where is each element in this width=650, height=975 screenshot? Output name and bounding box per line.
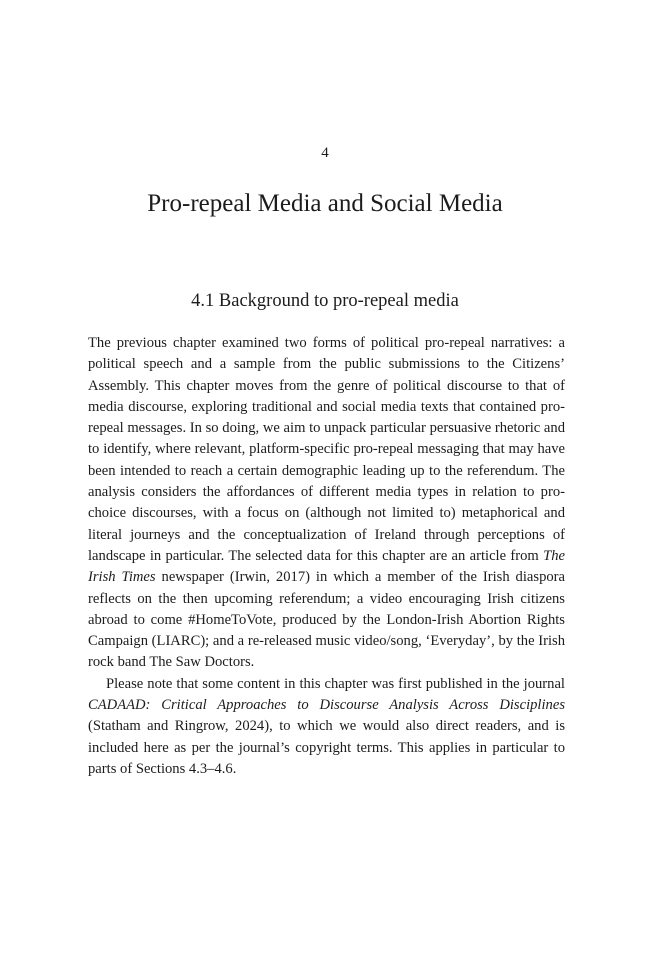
paragraph-2-text-a: Please note that some content in this chapter was first published in the journal	[106, 675, 565, 692]
body-text	[88, 333, 565, 780]
chapter-number: 4	[321, 145, 329, 161]
paragraph-1-text-b: newspaper (Irwin, 2017) in which a member of the Irish diaspora reflects on the then upcoming referendum; a video encouraging Irish citizens abroad to come #HomeToVote, produced by the London-Irish Abortion Rights Campaign (LIARC); and a re-released music video/song, ‘Everyday’, by the Irish rock band The Saw Doctors.	[88, 569, 565, 671]
section-heading: 4.1 Background to pro-repeal media	[191, 291, 459, 311]
paragraph-1	[88, 333, 565, 674]
newspaper-title: The Irish Times	[88, 547, 565, 586]
chapter-title: Pro-repeal Media and Social Media	[147, 190, 503, 217]
paragraph-2-text-b: (Statham and Ringrow, 2024), to which we would also direct readers, and is included here as per the journal’s copyright terms. This applies in particular to parts of Sections 4.3–4.6.	[88, 718, 565, 777]
paragraph-1-text-a: The previous chapter examined two forms of political pro-repeal narratives: a political speech and a sample from the public submissions to the Citizens’ Assembly. This chapter moves from the genre of political discourse to that of media discourse, exploring traditional and social media texts that contained pro-repeal messages. In so doing, we aim to unpack particular persuasive rhetoric and to identify, where relevant, platform-specific pro-repeal messaging that may have been intended to reach a certain demographic leading up to the referendum. The analysis considers the affordances of different media types in relation to pro-choice discourses, with a focus on (although not limited to) metaphorical and literal journeys and the conceptualization of Ireland through perceptions of landscape in particular. The selected data for this chapter are an article from	[88, 335, 565, 564]
paragraph-2	[88, 674, 565, 780]
journal-title: CADAAD: Critical Approaches to Discourse Analysis Across Disciplines	[88, 697, 565, 714]
